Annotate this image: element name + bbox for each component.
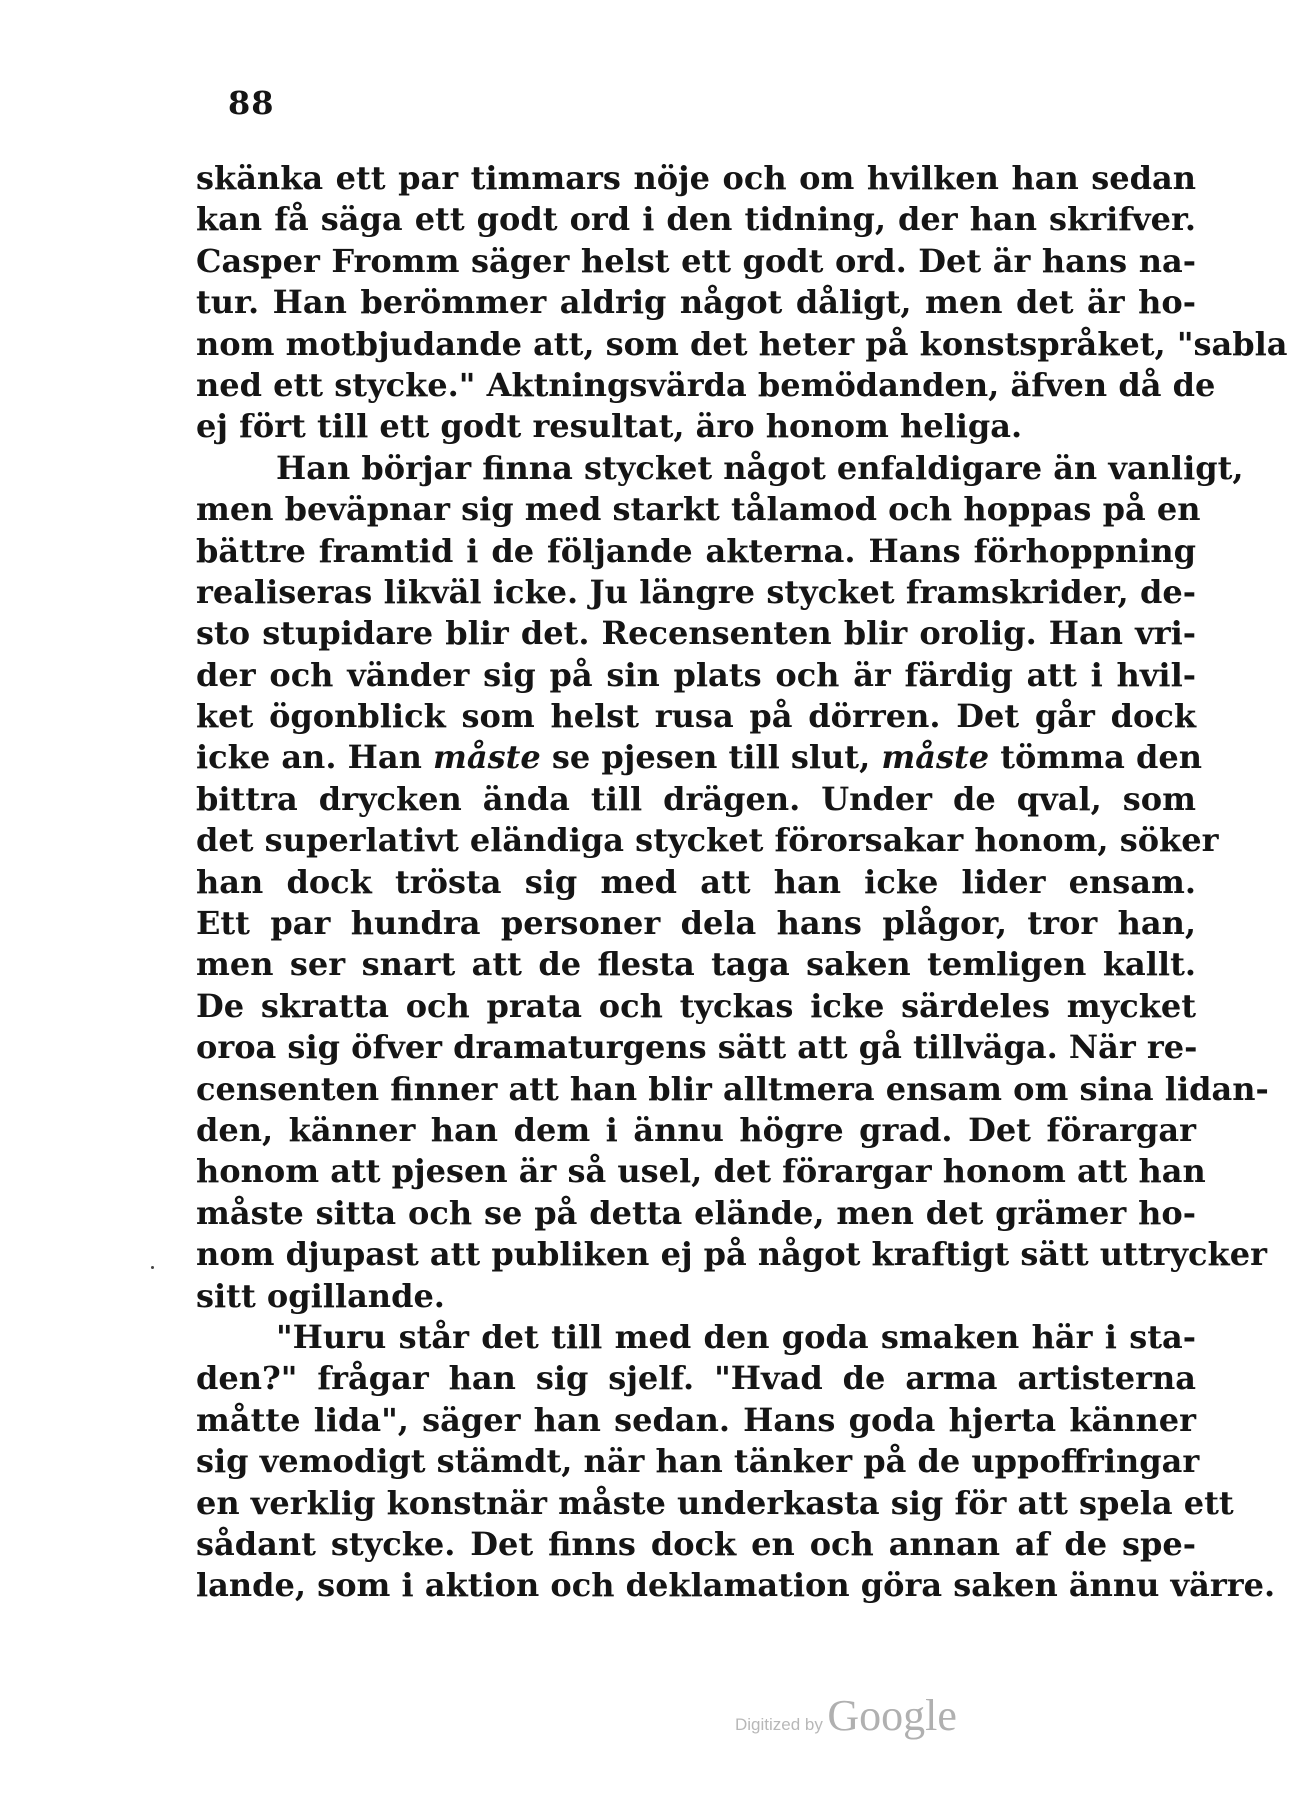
emphasis: måste: [432, 738, 541, 777]
text-line: det superlativt eländiga stycket förorsakar honom, söker: [196, 821, 1219, 860]
text-line: realiseras likväl icke. Ju längre stycket framskrider, de-: [196, 572, 1196, 611]
text-line: honom att pjesen är så usel, det förargar honom att han: [196, 1152, 1206, 1191]
text-line: ket ögonblick som helst rusa på dörren. Det går dock: [196, 697, 1196, 736]
emphasis: måste: [881, 738, 990, 777]
text-line: Ett par hundra personer dela hans plågor, tror han,: [196, 904, 1196, 943]
text-line: "Huru står det till med den goda smaken här i sta-: [276, 1317, 1196, 1356]
text-line: nom djupast att publiken ej på något kraftigt sätt uttrycker: [196, 1235, 1267, 1274]
text-line: skänka ett par timmars nöje och om hvilken han sedan: [196, 159, 1196, 197]
watermark-prefix: Digitized by: [735, 1715, 823, 1734]
text-line: oroa sig öfver dramaturgens sätt att gå tillväga. När re-: [196, 1028, 1198, 1067]
page-number: 88: [228, 84, 275, 122]
text-line: sådant stycke. Det finns dock en och annan af de spe-: [196, 1524, 1196, 1563]
text-line: ej fört till ett godt resultat, äro honom heliga.: [196, 407, 1023, 446]
body-text: [196, 158, 1288, 1607]
text-line: der och vänder sig på sin plats och är färdig att i hvil-: [196, 655, 1196, 694]
text-line: Casper Fromm säger helst ett godt ord. Det är hans na-: [196, 241, 1196, 280]
text-line: icke an. Han måste se pjesen till slut, måste tömma den: [196, 738, 1202, 777]
text-line: sto stupidare blir det. Recensenten blir orolig. Han vri-: [196, 614, 1196, 653]
text-line: måtte lida", säger han sedan. Hans goda hjerta känner: [196, 1400, 1196, 1439]
text-line: bättre framtid i de följande akterna. Hans förhoppning: [196, 531, 1196, 570]
text-line: nom motbjudande att, som det heter på konstspråket, "sabla: [196, 324, 1288, 363]
text-line: men ser snart att de flesta taga saken temligen kallt.: [196, 945, 1196, 984]
text-line: ned ett stycke." Aktningsvärda bemödanden, äfven då de: [196, 365, 1216, 404]
text-line: den, känner han dem i ännu högre grad. Det förargar: [196, 1110, 1196, 1149]
google-logo: Google: [827, 1691, 957, 1740]
text-line: tur. Han berömmer aldrig något dåligt, men det är ho-: [196, 283, 1196, 322]
text-line: den?" frågar han sig sjelf. "Hvad de arma artisterna: [196, 1359, 1196, 1398]
text-line: men beväpnar sig med starkt tålamod och hoppas på en: [196, 490, 1201, 529]
text-line: Han börjar finna stycket något enfaldigare än vanligt,: [276, 448, 1244, 487]
text-line: De skratta och prata och tyckas icke särdeles mycket: [196, 986, 1196, 1025]
text-line: sitt ogillande.: [196, 1276, 445, 1315]
text-line: kan få säga ett godt ord i den tidning, der han skrifver.: [196, 200, 1196, 239]
text-line: en verklig konstnär måste underkasta sig för att spela ett: [196, 1483, 1234, 1522]
text-line: han dock trösta sig med att han icke lider ensam.: [196, 862, 1196, 901]
digitized-watermark: [735, 1690, 957, 1741]
text-line: måste sitta och se på detta elände, men det grämer ho-: [196, 1193, 1196, 1232]
text-line: lande, som i aktion och deklamation göra saken ännu värre.: [196, 1566, 1276, 1605]
margin-mark: [151, 1266, 154, 1269]
text-line: bittra drycken ända till drägen. Under de qval, som: [196, 779, 1196, 818]
text-line: sig vemodigt stämdt, när han tänker på de uppoffringar: [196, 1442, 1200, 1481]
text-line: censenten finner att han blir alltmera ensam om sina lidan-: [196, 1069, 1269, 1108]
